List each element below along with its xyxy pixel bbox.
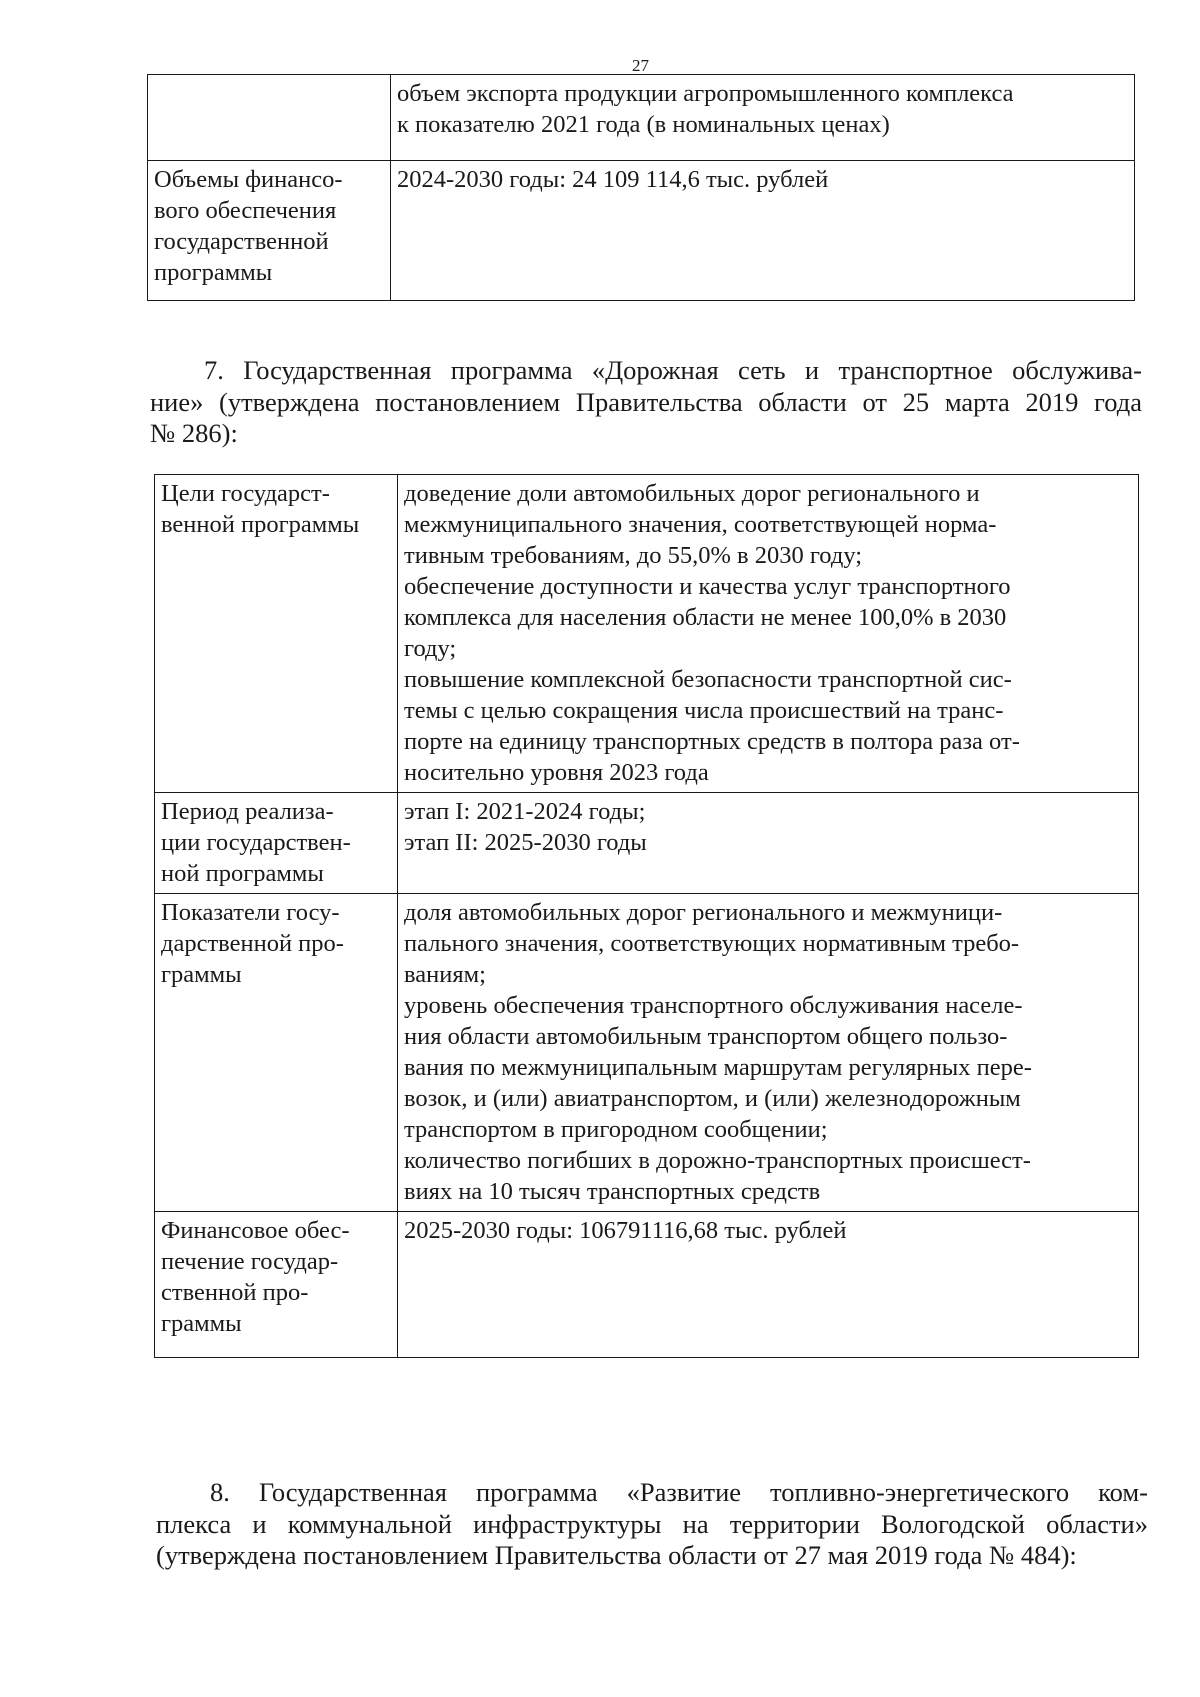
table-row (155, 475, 1139, 793)
text-line: уровень обеспечения транспортного обслуживания населе- (404, 992, 1023, 1019)
text-line: году; (404, 635, 457, 662)
text-line: Период реализа- (161, 798, 334, 825)
row-value (398, 894, 1139, 1212)
text-line: Цели государст- (161, 480, 330, 507)
text-line: 2025-2030 годы: 106791116,68 тыс. рублей (404, 1217, 847, 1244)
text-line: граммы (161, 961, 242, 988)
text-line: дарственной про- (161, 930, 344, 957)
text-line: виях на 10 тысяч транспортных средств (404, 1178, 821, 1205)
text-line: доля автомобильных дорог регионального и межмуници- (404, 899, 1003, 926)
table-row (148, 75, 1135, 161)
text-line: ной программы (161, 860, 324, 887)
row-label (155, 1212, 398, 1358)
text-line: возок, и (или) авиатранспортом, и (или) железнодорожным (404, 1085, 1021, 1112)
table-row (155, 1212, 1139, 1358)
text-line: программы (154, 259, 273, 286)
text-line: ции государствен- (161, 829, 351, 856)
table-row (155, 894, 1139, 1212)
text-line: к показателю 2021 года (в номинальных ценах) (397, 111, 890, 138)
text-line: плекса и коммунальной инфраструктуры на территории Вологодской области» (156, 1508, 1148, 1539)
text-line: пального значения, соответствующих нормативным требо- (404, 930, 1020, 957)
text-line: межмуниципального значения, соответствующей норма- (404, 511, 997, 538)
text-line: темы с целью сокращения числа происшествий на транс- (404, 697, 1004, 724)
text-line: вания по межмуниципальным маршрутам регулярных пере- (404, 1054, 1032, 1081)
text-line: ственной про- (161, 1279, 309, 1306)
row-value (398, 1212, 1139, 1358)
text-line: Финансовое обес- (161, 1217, 350, 1244)
text-line: 2024-2030 годы: 24 109 114,6 тыс. рублей (397, 166, 829, 193)
table-row (155, 793, 1139, 894)
text-line: № 286): (150, 418, 238, 448)
text-line: (утверждена постановлением Правительства области от 27 мая 2019 года № 484): (156, 1540, 1077, 1570)
text-line: ния области автомобильным транспортом общего пользо- (404, 1023, 1008, 1050)
text-line: граммы (161, 1310, 242, 1337)
text-line: этап I: 2021-2024 годы; (404, 798, 646, 825)
text-line: 8. Государственная программа «Развитие топливно-энергетического ком- (210, 1477, 1148, 1507)
row-label (155, 793, 398, 894)
text-line: повышение комплексной безопасности транспортной сис- (404, 666, 1012, 693)
text-line: комплекса для населения области не менее 100,0% в 2030 (404, 604, 1007, 631)
row-label (155, 475, 398, 793)
text-line: порте на единицу транспортных средств в полтора раза от- (404, 728, 1020, 755)
row-label (155, 894, 398, 1212)
text-line: Показатели госу- (161, 899, 340, 926)
row-value (391, 161, 1135, 301)
text-line: доведение доли автомобильных дорог регионального и (404, 480, 980, 507)
text-line: носительно уровня 2023 года (404, 759, 709, 786)
page-number: 27 (632, 56, 649, 75)
text-line: транспортом в пригородном сообщении; (404, 1116, 828, 1143)
paragraph-program-8 (156, 1477, 1148, 1572)
passport-table-program-7 (154, 474, 1139, 1358)
text-line: Объемы финансо- (154, 166, 343, 193)
text-line: ние» (утверждена постановлением Правительства области от 25 марта 2019 года (150, 386, 1142, 417)
text-line: ваниям; (404, 961, 486, 988)
passport-table-continued (147, 74, 1135, 301)
text-line: печение государ- (161, 1248, 339, 1275)
text-line: вого обеспечения (154, 197, 337, 224)
row-label (148, 75, 391, 161)
text-line: тивным требованиям, до 55,0% в 2030 году; (404, 542, 863, 569)
paragraph-program-7 (150, 355, 1142, 450)
row-value (398, 793, 1139, 894)
text-line: количество погибших в дорожно-транспортных происшест- (404, 1147, 1031, 1174)
text-line: этап II: 2025-2030 годы (404, 829, 647, 856)
row-value (391, 75, 1135, 161)
text-line: обеспечение доступности и качества услуг транспортного (404, 573, 1011, 600)
text-line: государственной (154, 228, 329, 255)
row-label (148, 161, 391, 301)
text-line: 7. Государственная программа «Дорожная сеть и транспортное обслужива- (204, 355, 1142, 385)
table-row (148, 161, 1135, 301)
row-value (398, 475, 1139, 793)
text-line: венной программы (161, 511, 360, 538)
text-line: объем экспорта продукции агропромышленного комплекса (397, 80, 1014, 107)
